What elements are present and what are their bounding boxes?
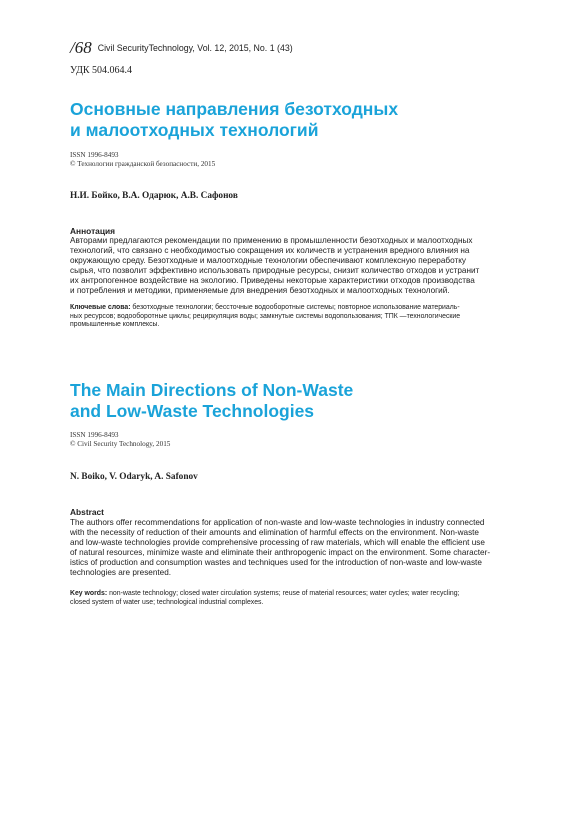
en-abstract-body [70,518,530,578]
en-authors: N. Boiko, V. Odaryk, A. Safonov [70,472,198,482]
ru-authors: Н.И. Бойко, В.А. Одарюк, А.В. Сафонов [70,191,238,201]
en-issn: ISSN 1996-8493 [70,431,119,439]
en-keywords [70,590,530,607]
en-keywords-text: non-waste technology; closed water circulation systems; reuse of material resources; water cycles; water recycling; [107,590,460,597]
en-title-line1: The Main Directions of Non-Waste [70,380,354,400]
ru-title-line1: Основные направления безотходных [70,99,399,119]
en-abstract-line: The authors offer recommendations for application of non-waste and low-waste technologies in industry connected [70,518,485,527]
en-abstract-heading: Abstract [70,507,104,517]
ru-abstract-line: и потребления и методики, применяемые для внедрения безотходных и малоотходных технологий. [70,286,450,295]
en-title-line2: and Low-Waste Technologies [70,401,315,421]
ru-abstract-body [70,236,530,296]
en-abstract-line: and low-waste technologies provide comprehensive processing of raw materials, which will enable the efficient use [70,538,485,547]
ru-keywords-text: промышленные комплексы. [70,321,160,329]
ru-keywords [70,304,530,330]
en-keywords-label: Key words: [70,590,108,597]
ru-keywords-text: безотходные технологии; бессточные водооборотные системы; повторное использование материаль- [130,304,460,311]
en-keywords-text: closed system of water use; technological industrial complexes. [70,598,264,606]
en-abstract-line: istics of production and consumption wastes and techniques used for the introduction of non-waste and low-waste [70,558,482,567]
ru-abstract-heading: Аннотация [70,226,116,236]
ru-abstract-line: их антропогенное воздействие на экологию. Приведены некоторые характеристики отходов производства [70,276,475,285]
en-abstract-line: of natural resources, minimize waste and eliminate their anthropogenic impact on the environment. Some character- [70,548,491,557]
page-number: /68 [70,38,92,57]
en-abstract-line: with the necessity of reduction of their amounts and elimination of harmful effects on the environment. Non-waste [70,528,479,537]
en-copyright: © Civil Security Technology, 2015 [70,440,171,448]
ru-title-line2: и малоотходных технологий [70,120,319,140]
ru-issn: ISSN 1996-8493 [70,151,119,159]
ru-abstract-line: окружающую среду. Безотходные и малоотходные технологии обеспечивают комплексную переработку [70,256,466,265]
udk-code: УДК 504.064.4 [70,65,133,76]
running-header [70,38,293,58]
journal-citation: Civil SecurityTechnology, Vol. 12, 2015, No. 1 (43) [97,43,293,53]
ru-abstract-line: сырья, что позволит эффективно использовать природные ресурсы, снизит количество отходов и устранит [70,266,480,275]
ru-copyright: © Технологии гражданской безопасности, 2015 [70,160,216,168]
en-abstract-line: technologies are presented. [70,568,172,577]
ru-abstract-line: технологий, что связано с необходимостью сокращения их количеств и устранения вредного влияния на [70,246,470,255]
ru-keywords-label: Ключевые слова: [70,304,131,311]
ru-abstract-line: Авторами предлагаются рекомендации по применению в промышленности безотходных и малоотходных [70,236,473,245]
ru-keywords-text: ных ресурсов; водооборотные циклы; рециркуляция воды; замкнутые системы водопользования; ТПК —технологические [70,312,461,320]
